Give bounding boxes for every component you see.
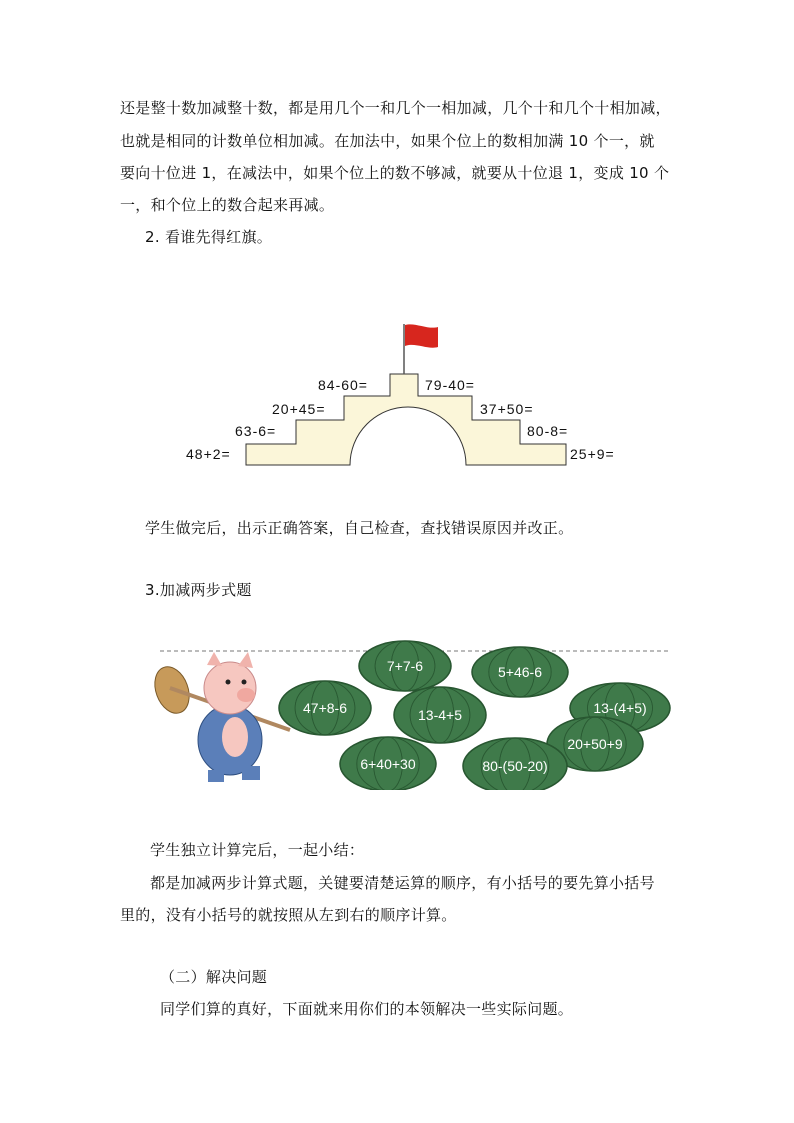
summary-line: 都是加减两步计算式题，关键要清楚运算的顺序，有小括号的要先算小括号 <box>150 874 655 892</box>
section-title: 3.加减两步式题 <box>145 581 252 599</box>
watermelon-figure <box>150 640 690 790</box>
watermelon-label: 5+46-6 <box>498 664 542 680</box>
watermelon <box>340 737 436 790</box>
section-heading: （二）解决问题 <box>160 968 268 986</box>
instruction-text: 学生做完后，出示正确答案，自己检查，查找错误原因并改正。 <box>145 519 574 537</box>
staircase-outline <box>246 374 569 465</box>
equation-right: 80-8= <box>527 423 569 439</box>
paragraph-line: 一，和个位上的数合起来再减。 <box>120 196 335 214</box>
watermelon-label: 47+8-6 <box>303 700 347 716</box>
equation-left: 20+45= <box>272 401 326 417</box>
paragraph-line: 也就是相同的计数单位相加减。在加法中，如果个位上的数相加满 10 个一，就 <box>120 132 655 150</box>
watermelon <box>359 641 451 691</box>
equation-left: 84-60= <box>318 377 368 393</box>
watermelon <box>472 647 568 697</box>
summary-intro: 学生独立计算完后，一起小结： <box>150 841 365 859</box>
watermelon-label: 13-(4+5) <box>593 700 647 716</box>
watermelon-label: 6+40+30 <box>360 756 416 772</box>
section-text: 同学们算的真好，下面就来用你们的本领解决一些实际问题。 <box>160 1000 574 1018</box>
watermelon <box>463 738 567 790</box>
equation-right: 25+9= <box>570 446 615 462</box>
watermelon-label: 7+7-6 <box>386 658 424 674</box>
watermelon-label: 13-4+5 <box>418 707 462 723</box>
melon-group <box>279 641 670 790</box>
equation-left: 48+2= <box>186 446 231 462</box>
red-flag <box>405 324 438 347</box>
equation-right: 79-40= <box>425 377 475 393</box>
watermelon <box>279 681 371 735</box>
watermelon-label: 20+50+9 <box>567 736 623 752</box>
watermelon-label: 80-(50-20) <box>482 758 548 774</box>
summary-line: 里的，没有小括号的就按照从左到右的顺序计算。 <box>120 906 457 924</box>
pig-character <box>150 652 290 782</box>
paragraph-line: 要向十位进 1，在减法中，如果个位上的数不够减，就要从十位退 1，变成 10 个 <box>120 164 670 182</box>
paragraph-line: 还是整十数加减整十数，都是用几个一和几个一相加减，几个十和几个十相加减， <box>120 99 671 117</box>
watermelon <box>394 687 486 743</box>
staircase-figure <box>0 315 794 495</box>
section-title: 2. 看谁先得红旗。 <box>145 228 273 246</box>
equation-left: 63-6= <box>235 423 277 439</box>
equation-right: 37+50= <box>480 401 534 417</box>
